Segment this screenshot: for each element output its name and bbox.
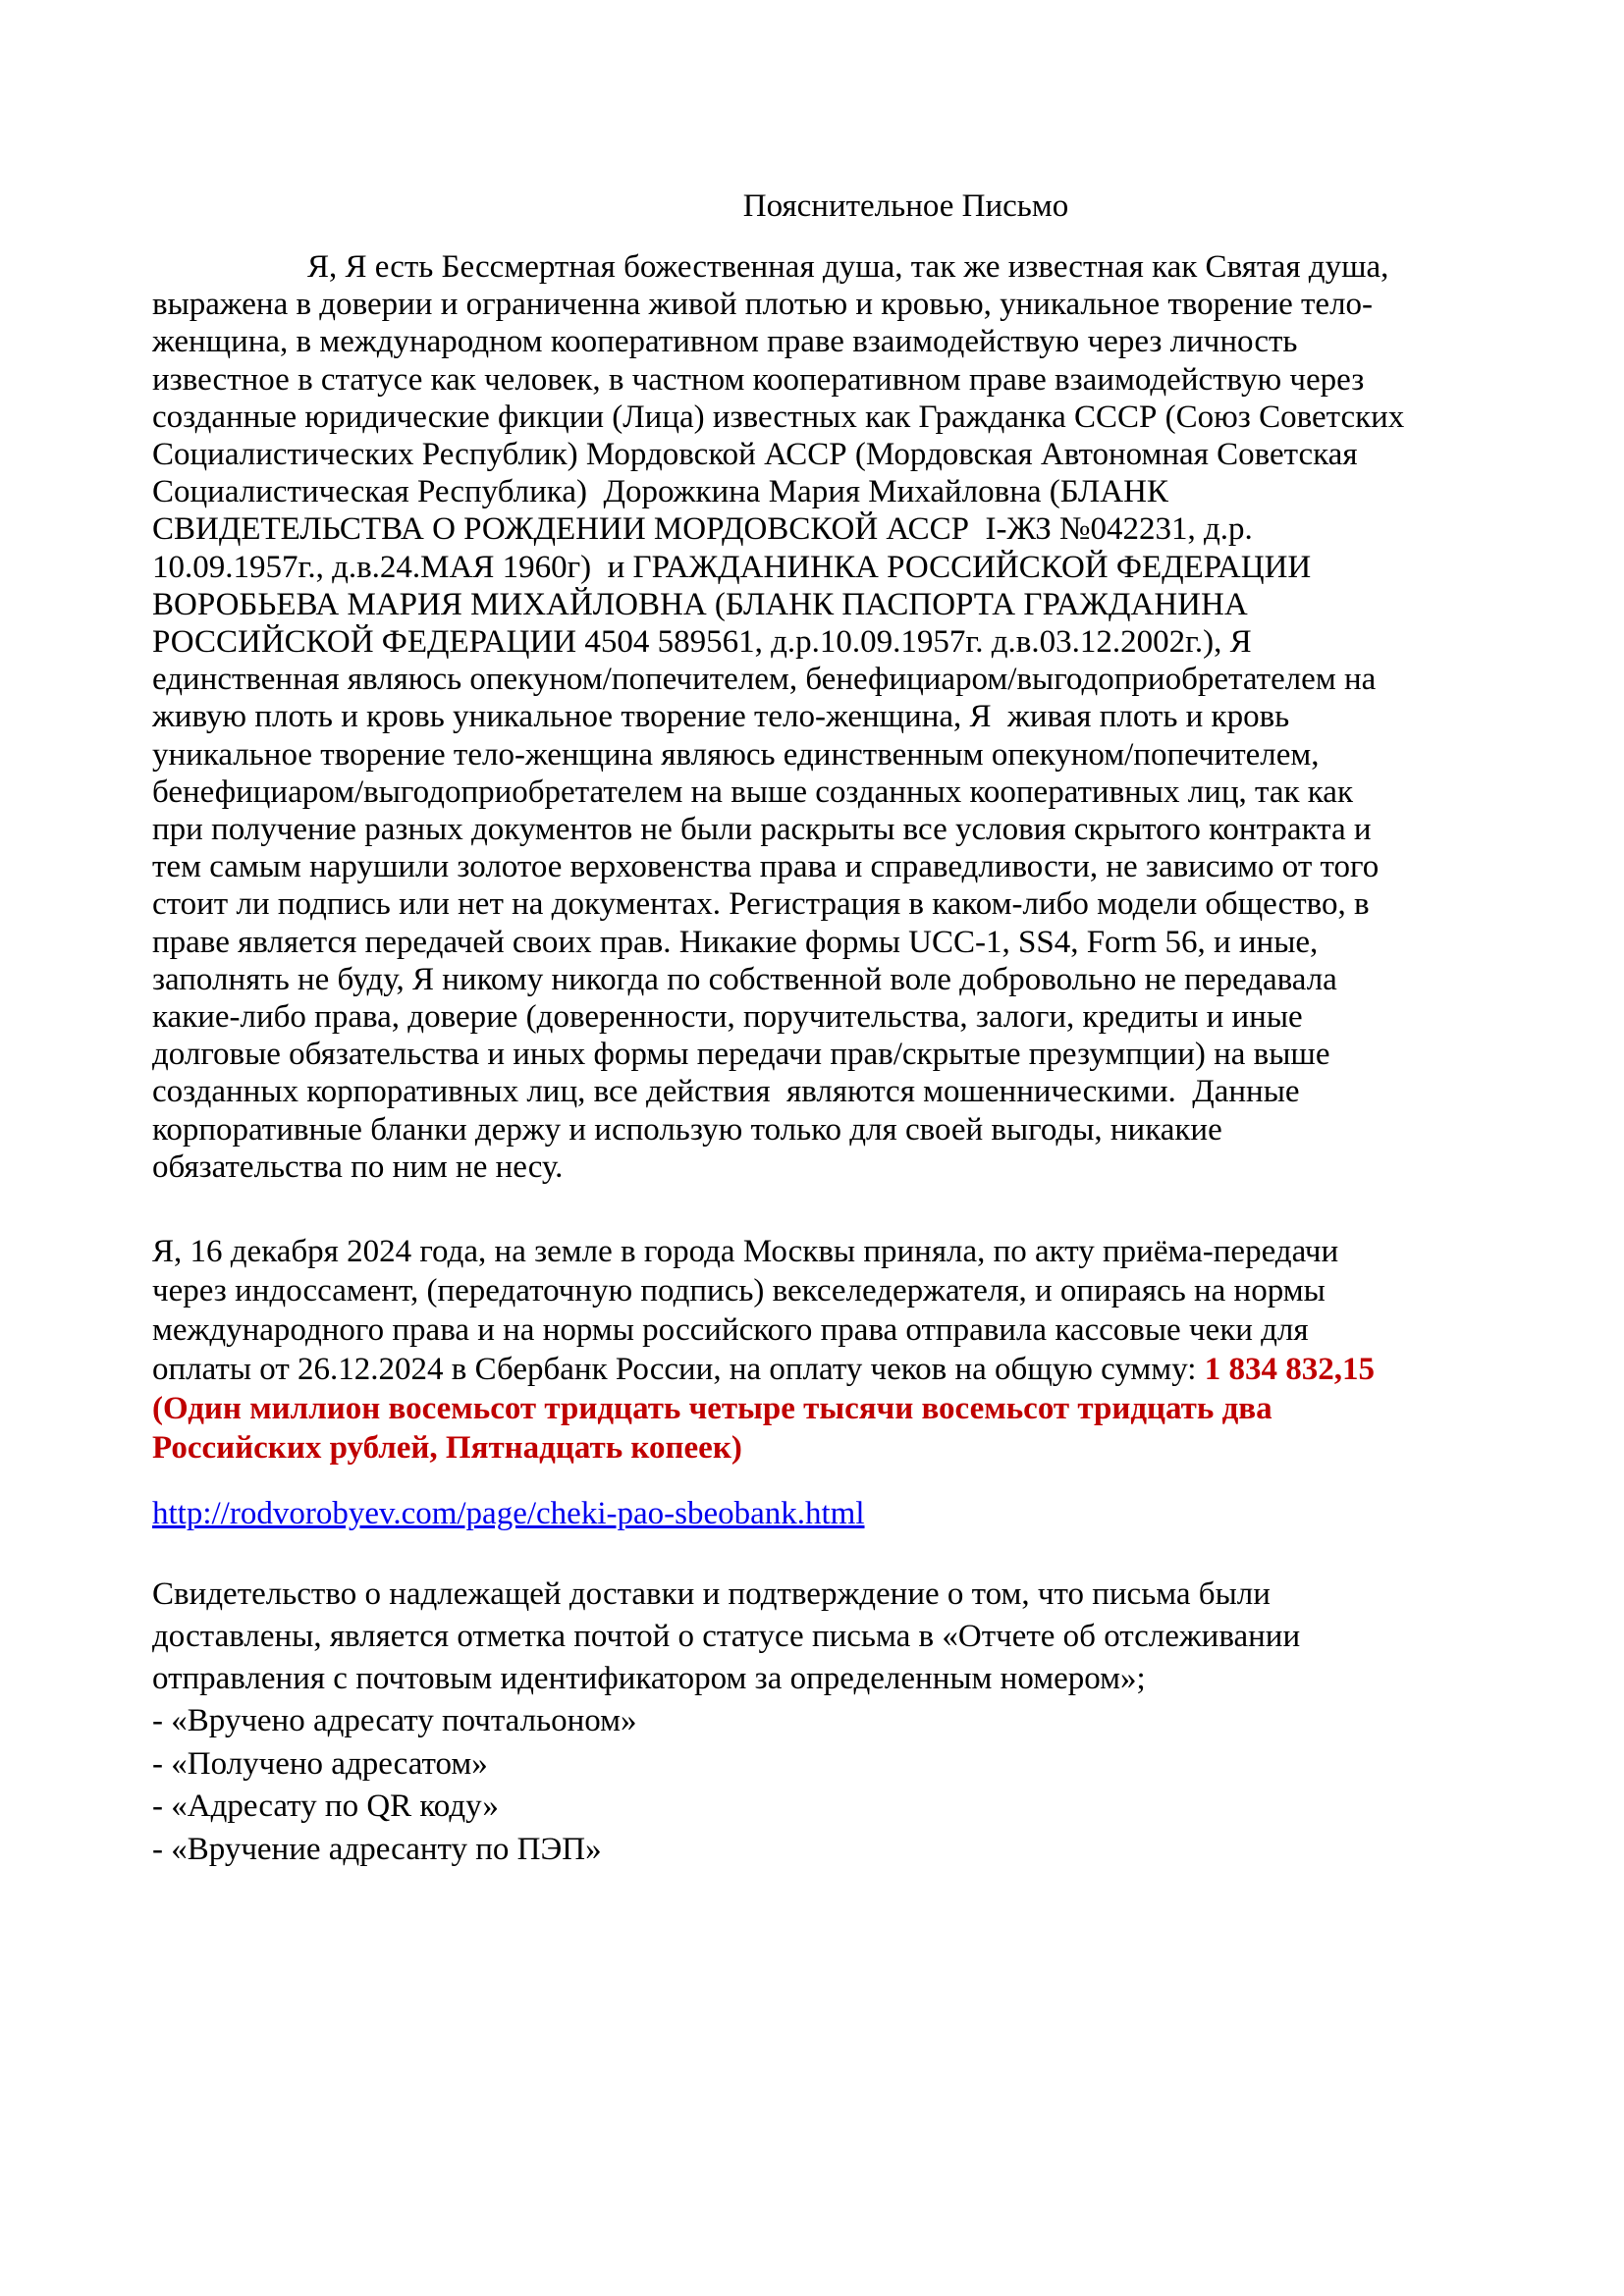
text-line: через индоссамент, (передаточную подпись) векселедержателя, и опираясь на нормы bbox=[152, 1273, 1326, 1309]
text-line: уникальное творение тело-женщина являюсь единственным опекуном/попечителем, bbox=[152, 736, 1320, 773]
text-line: праве является передачей своих прав. Никакие формы UCC-1, SS4, Form 56, и иные, bbox=[152, 924, 1319, 960]
text-line: международного права и на нормы российского права отправила кассовые чеки для bbox=[152, 1312, 1309, 1349]
text-line: Социалистическая Республика) Дорожкина Мария Михайловна (БЛАНК bbox=[152, 474, 1168, 510]
text-line: заполнять не буду, Я никому никогда по собственной воле добровольно не передавала bbox=[152, 961, 1337, 997]
text-line: Я, 16 декабря 2024 года, на земле в города Москвы приняла, по акту приёма-передачи bbox=[152, 1234, 1339, 1270]
list-item: - «Вручено адресату почтальоном» bbox=[152, 1703, 637, 1739]
text-line: тем самым нарушили золотое верховенства права и справедливости, не зависимо от того bbox=[152, 849, 1380, 885]
text-line: СВИДЕТЕЛЬСТВА О РОЖДЕНИИ МОРДОВСКОЙ АССР I-ЖЗ №042231, д.р. bbox=[152, 511, 1253, 548]
text-line: отправления с почтовым идентификатором за определенным номером»; bbox=[152, 1661, 1146, 1697]
cheki-page-link[interactable]: http://rodvorobyev.com/page/cheki-pao-sbeobank.html bbox=[152, 1496, 865, 1532]
list-item: - «Адресату по QR коду» bbox=[152, 1789, 499, 1825]
text-line: живую плоть и кровь уникальное творение тело-женщина, Я живая плоть и кровь bbox=[152, 699, 1290, 735]
link-line bbox=[152, 1494, 1483, 1533]
text-line: единственная являюсь опекуном/попечителем, бенефициаром/выгодоприобретателем на bbox=[152, 662, 1377, 698]
text-line: женщина, в международном кооперативном праве взаимодействую через личность bbox=[152, 324, 1298, 360]
sum-line-prefix: оплаты от 26.12.2024 в Сбербанк России, на оплату чеков на общую сумму: bbox=[152, 1352, 1205, 1388]
text-line: долговые обязательства и иных формы передачи прав/скрытые презумпции) на выше bbox=[152, 1037, 1330, 1073]
paragraph-delivery-evidence bbox=[152, 1574, 1483, 1700]
text-line: 10.09.1957г., д.в.24.МАЯ 1960г) и ГРАЖДАНИНКА РОССИЙСКОЙ ФЕДЕРАЦИИ bbox=[152, 549, 1312, 585]
total-amount: 1 834 832,15 bbox=[1204, 1352, 1375, 1388]
text-line: РОССИЙСКОЙ ФЕДЕРАЦИИ 4504 589561, д.р.10.09.1957г. д.в.03.12.2002г.), Я bbox=[152, 624, 1252, 661]
amount-in-words-line: Российских рублей, Пятнадцать копеек) bbox=[152, 1430, 742, 1467]
text-line: Я, Я есть Бессмертная божественная душа, так же известная как Святая душа, bbox=[307, 249, 1389, 285]
delivery-status-list bbox=[152, 1700, 1483, 1871]
text-line: ВОРОБЬЕВА МАРИЯ МИХАЙЛОВНА (БЛАНК ПАСПОРТА ГРАЖДАНИНА bbox=[152, 586, 1248, 622]
text-line: Свидетельство о надлежащей доставки и подтверждение о том, что письма были bbox=[152, 1576, 1271, 1613]
text-line: известное в статусе как человек, в частном кооперативном праве взаимодействую через bbox=[152, 361, 1365, 398]
paragraph-identity-declaration bbox=[152, 248, 1483, 1186]
text-line: созданные юридические фикции (Лица) известных как Гражданка СССР (Союз Советских bbox=[152, 399, 1405, 435]
text-line: корпоративные бланки держу и использую только для своей выгоды, никакие bbox=[152, 1111, 1222, 1148]
text-line: выражена в доверии и ограниченна живой плотью и кровью, уникальное творение тело- bbox=[152, 287, 1374, 323]
text-line: при получение разных документов не были раскрыты все условия скрытого контракта и bbox=[152, 812, 1372, 848]
list-item: - «Вручение адресанту по ПЭП» bbox=[152, 1831, 602, 1867]
text-line: доставлены, является отметка почтой о статусе письма в «Отчете об отслеживании bbox=[152, 1619, 1301, 1655]
text-line: обязательства по ним не несу. bbox=[152, 1148, 564, 1185]
text-line: какие-либо права, доверие (доверенности, поручительства, залоги, кредиты и иные bbox=[152, 999, 1303, 1036]
document-title: Пояснительное Письмо bbox=[742, 188, 1069, 224]
list-item: - «Получено адресатом» bbox=[152, 1745, 488, 1782]
text-line: стоит ли подпись или нет на документах. Регистрация в каком-либо модели общество, в bbox=[152, 886, 1370, 923]
paragraph-payment-statement bbox=[152, 1232, 1483, 1468]
amount-in-words-line: (Один миллион восемьсот тридцать четыре тысячи восемьсот тридцать два bbox=[152, 1391, 1272, 1427]
sum-line bbox=[152, 1350, 1483, 1389]
text-line: Социалистических Республик) Мордовской АССР (Мордовская Автономная Советская bbox=[152, 437, 1358, 473]
text-line: созданных корпоративных лиц, все действия являются мошенническими. Данные bbox=[152, 1074, 1300, 1110]
text-line: бенефициаром/выгодоприобретателем на выше созданных кооперативных лиц, так как bbox=[152, 774, 1353, 810]
